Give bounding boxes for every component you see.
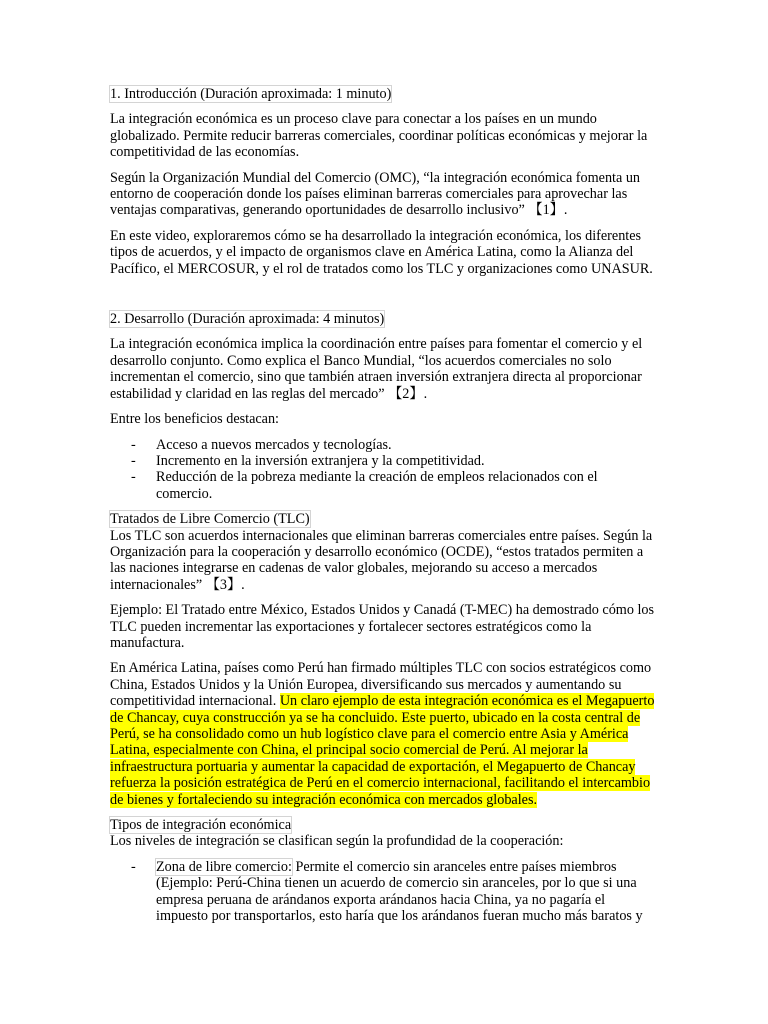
development-paragraph-1: La integración económica implica la coordinación entre países para fomentar el comercio y el desarrollo conjunto. Como explica el Banco Mundial, “los acuerdos comerciales no solo incrementan el comercio, sino que también atraen inversión extranjera directa al proporcionar estabilidad y claridad en las reglas del mercado” 【2】. [110,336,643,402]
benefits-list [110,437,655,503]
tipos-heading-line [110,817,655,833]
tipos-list [110,859,655,925]
section-1-heading [110,86,655,102]
benefit-text: Reducción de la pobreza mediante la creación de empleos relacionados con el comercio. [156,469,598,502]
dash-bullet: - [131,436,136,453]
tipos-item-text: Permite el comercio sin aranceles entre países miembros (Ejemplo: Perú-China tienen un acuerdo de comercio sin aranceles, por lo que si una empresa peruana de arándanos exporta arándanos hacia China, ya no pagaría el impuesto por transportarlos, esto haría que los arándanos fueran mucho más baratos y [156,858,643,925]
tlc-paragraph-2: Ejemplo: El Tratado entre México, Estados Unidos y Canadá (T-MEC) ha demostrado cómo los TLC pueden incrementar las exportaciones y fortalecer sectores estratégicos como la manufactura. [110,602,655,651]
document-body [110,86,655,933]
benefits-intro: Entre los beneficios destacan: [110,411,280,428]
list-item [110,859,655,925]
tipos-item-label: Zona de libre comercio: [156,858,292,875]
section-1-title: 1. Introducción [110,86,197,102]
section-2-duration: (Duración aproximada: 4 minutos) [187,311,385,328]
list-item [110,469,655,502]
tlc-paragraph-3-text: En América Latina, países como Perú han firmado múltiples TLC con socios estratégicos como China, Estados Unidos y la Unión Europea, diversificando sus mercados y aumentando su competitividad internacional. [110,660,652,710]
dash-bullet: - [131,452,136,469]
section-1-duration: (Duración aproximada: 1 minuto) [200,86,392,102]
list-item [110,453,655,469]
tlc-paragraph-3 [110,660,655,808]
benefit-text: Acceso a nuevos mercados y tecnologías. [156,436,392,453]
section-2-title: 2. Desarrollo [110,311,185,328]
tlc-heading-line [110,511,655,527]
tipos-heading: Tipos de integración económica [110,817,292,834]
chancay-highlight: Un claro ejemplo de esta integración económica es el Megapuerto de Chancay, cuya construcción ya se ha concluido. Este puerto, ubicado en la costa central de Perú, se ha consolidado como un hub logístico clave para el comercio entre Asia y América Latina, especialmente con China, el principal socio comercial de Perú. Al mejorar la infraestructura portuaria y aumentar la capacidad de exportación, el Megapuerto de Chancay refuerza la posición estratégica de Perú en el comercio internacional, facilitando el intercambio de bienes y fortaleciendo su integración económica con mercados globales. [110,693,655,808]
tlc-heading: Tratados de Libre Comercio (TLC) [110,511,310,528]
intro-paragraph-2: Según la Organización Mundial del Comercio (OMC), “la integración económica fomenta un entorno de cooperación donde los países eliminan barreras comerciales para aprovechar las ventajas comparativas, generando oportunidades de desarrollo inclusivo” 【1】. [110,169,641,219]
intro-paragraph-1: La integración económica es un proceso clave para conectar a los países en un mundo globalizado. Permite reducir barreras comerciales, coordinar políticas económicas y mejorar la competitividad de las economías. [110,111,648,161]
intro-paragraph-3: En este video, exploraremos cómo se ha desarrollado la integración económica, los diferentes tipos de acuerdos, y el impacto de organismos clave en América Latina, como la Alianza del Pacífico, el MERCOSUR, y el rol de tratados como los TLC y organizaciones como UNASUR. [110,227,653,277]
section-2-heading [110,311,655,327]
dash-bullet: - [131,858,136,875]
dash-bullet: - [131,469,136,486]
list-item [110,437,655,453]
section-gap [110,286,655,311]
benefit-text: Incremento en la inversión extranjera y la competitividad. [156,452,485,469]
tipos-paragraph: Los niveles de integración se clasifican según la profundidad de la cooperación: [110,833,564,850]
tlc-paragraph-1: Los TLC son acuerdos internacionales que eliminan barreras comerciales entre países. Según la Organización para la cooperación y desarrollo económico (OCDE), “estos tratados permiten a las naciones integrarse en cadenas de valor globales, mejorando su acceso a mercados internacionales” 【3】. [110,527,653,593]
